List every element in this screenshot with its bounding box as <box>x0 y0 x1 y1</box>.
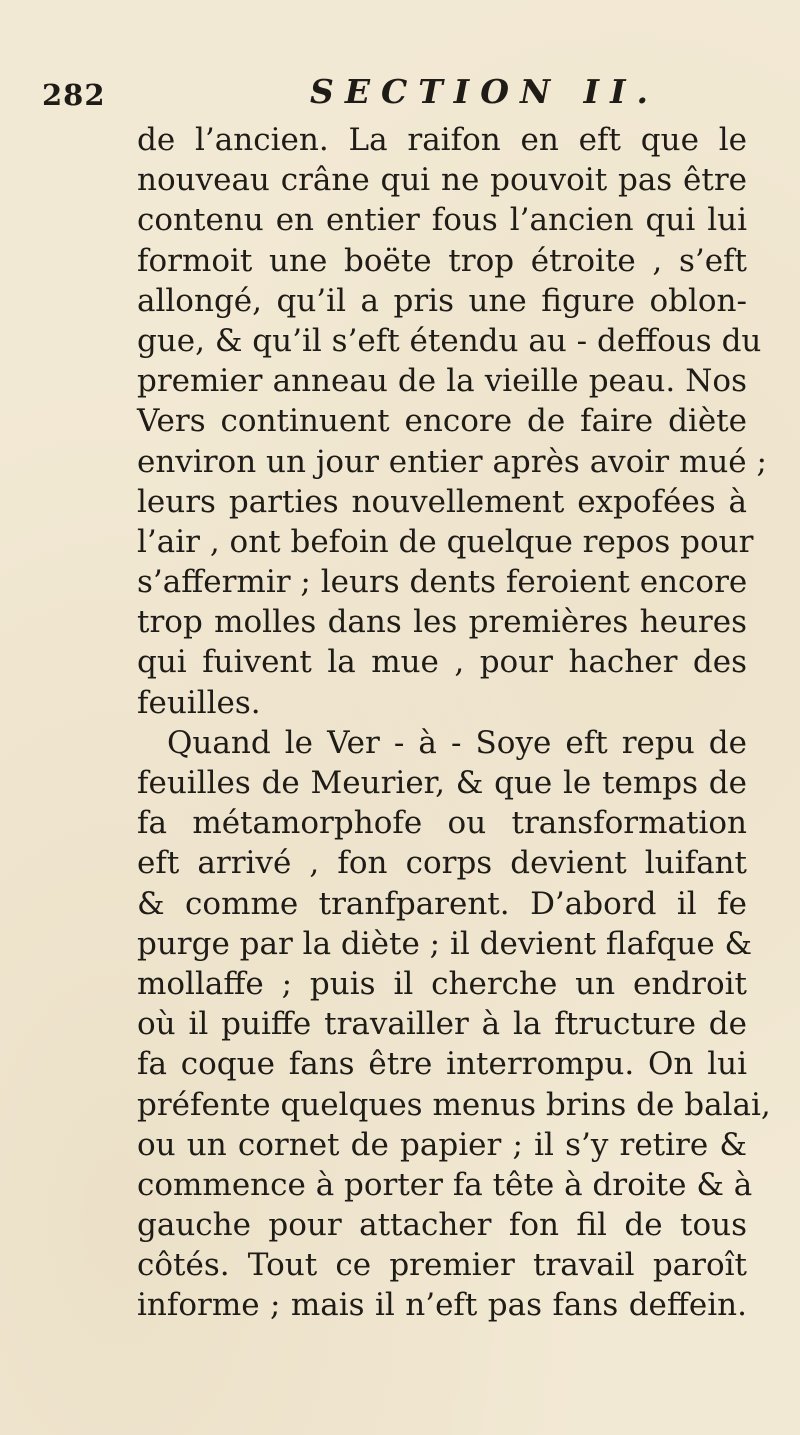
text-line: purge par la diète ; il devient flafque & <box>137 925 753 962</box>
text-line: informe ; mais il n’eft pas fans deffein. <box>137 1287 747 1324</box>
running-head <box>42 72 762 118</box>
text-line: s’affermir ; leurs dents feroient encore <box>137 564 748 601</box>
text-line: feuilles de Meurier, & que le temps de <box>137 765 747 801</box>
text-line: formoit une boëte trop étroite , s’eft <box>137 242 747 279</box>
text-line: environ un jour entier après avoir mué ; <box>137 443 767 480</box>
text-line: gauche pour attacher fon fil de tous <box>137 1207 747 1244</box>
text-line: leurs parties nouvellement expofées à <box>137 483 747 520</box>
text-line: ou un cornet de papier ; il s’y retire & <box>137 1126 747 1163</box>
text-line: allongé, qu’il a pris une figure oblon- <box>137 282 747 319</box>
text-line: de l’ancien. La raifon en eft que le <box>137 122 747 158</box>
text-line: où il puiffe travailler à la ftructure de <box>137 1006 747 1043</box>
text-line: premier anneau de la vieille peau. Nos <box>137 363 747 400</box>
text-line: contenu en entier fous l’ancien qui lui <box>137 202 747 239</box>
text-line: mollaffe ; puis il cherche un endroit <box>137 965 747 1002</box>
text-line: qui fuivent la mue , pour hacher des <box>137 644 747 681</box>
text-line: gue, & qu’il s’eft étendu au - deffous du <box>137 322 762 359</box>
page-number: 282 <box>42 78 106 112</box>
text-line: eft arrivé , fon corps devient luifant <box>137 845 747 882</box>
text-line: feuilles. <box>137 684 261 721</box>
text-line: fa métamorphofe ou transformation <box>137 805 747 842</box>
paragraph-start-line: Quand le Ver - à - Soye eft repu de <box>167 724 747 761</box>
text-line: l’air , ont befoin de quelque repos pour <box>137 523 754 560</box>
text-line: fa coque fans être interrompu. On lui <box>137 1046 747 1083</box>
text-line: trop molles dans les premières heures <box>137 604 747 641</box>
text-line: Vers continuent encore de faire diète <box>137 403 747 440</box>
text-line: côtés. Tout ce premier travail paroît <box>137 1247 747 1284</box>
text-line: préfente quelques menus brins de balai, <box>137 1086 771 1123</box>
text-line: & comme tranfparent. D’abord il fe <box>137 885 747 922</box>
text-line: nouveau crâne qui ne pouvoit pas être <box>137 162 747 199</box>
section-title: SECTION II. <box>310 72 660 111</box>
body-text <box>137 120 771 1326</box>
text-line: commence à porter fa tête à droite & à <box>137 1166 753 1203</box>
